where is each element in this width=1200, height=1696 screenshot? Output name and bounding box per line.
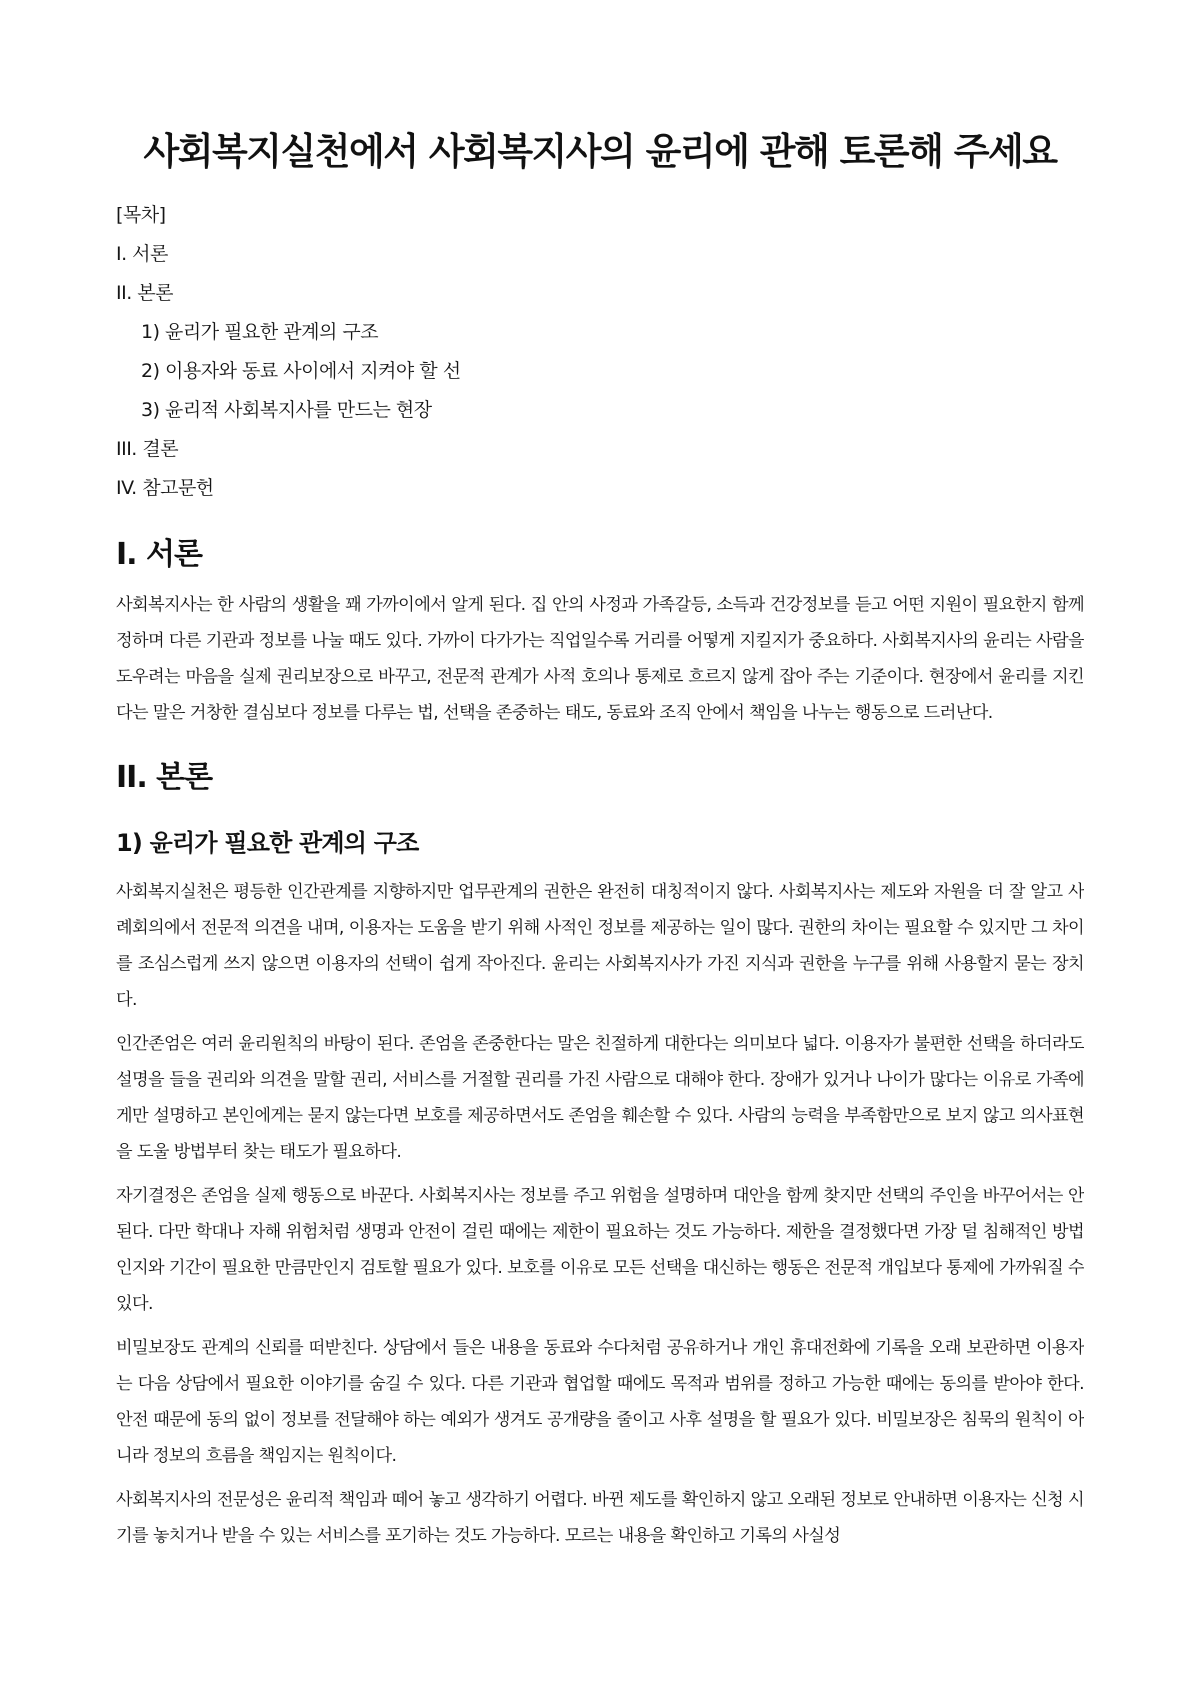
toc-subitem-3: 3) 윤리적 사회복지사를 만드는 현장 (141, 399, 432, 421)
section-heading-introduction: I. 서론 (116, 537, 202, 572)
intro-paragraph: 사회복지사는 한 사람의 생활을 꽤 가까이에서 알게 된다. 집 안의 사정과 가족갈등, 소득과 건강정보를 듣고 어떤 지원이 필요한지 함께 정하며 다른 기관과 정보를 나눌 때도 있다. 가까이 다가가는 직업일수록 거리를 어떻게 지킬지가 중요하다. 사회복지사의 윤리는 사람을 도우려는 마음을 실제 권리보장으로 바꾸고, 전문적 관계가 사적 호의나 통제로 흐르지 않게 잡아 주는 기준이다. 현장에서 윤리를 지킨다는 말은 거창한 결심보다 정보를 다루는 법, 선택을 존중하는 태도, 동료와 조직 안에서 책임을 나누는 행동으로 드러난다. (116, 595, 1084, 723)
toc-item-conclusion: III. 결론 (116, 438, 179, 460)
subsection-heading-1: 1) 윤리가 필요한 관계의 구조 (116, 829, 419, 857)
toc-heading: [목차] (116, 204, 166, 226)
toc-item-main-body: II. 본론 (116, 282, 173, 304)
body-paragraph: 비밀보장도 관계의 신뢰를 떠받친다. 상담에서 들은 내용을 동료와 수다처럼 공유하거나 개인 휴대전화에 기록을 오래 보관하면 이용자는 다음 상담에서 필요한 이야기를 숨길 수 있다. 다른 기관과 협업할 때에도 목적과 범위를 정하고 가능한 때에는 동의를 받아야 한다. 안전 때문에 동의 없이 정보를 전달해야 하는 예외가 생겨도 공개량을 줄이고 사후 설명을 할 필요가 있다. 비밀보장은 침묵의 원칙이 아니라 정보의 흐름을 책임지는 원칙이다. (116, 1338, 1084, 1466)
toc-item-references: IV. 참고문헌 (116, 477, 214, 499)
section-heading-main-body: II. 본론 (116, 760, 213, 795)
toc-subitem-2: 2) 이용자와 동료 사이에서 지켜야 할 선 (141, 360, 461, 382)
toc-subitem-1: 1) 윤리가 필요한 관계의 구조 (141, 321, 379, 343)
body-paragraph: 자기결정은 존엄을 실제 행동으로 바꾼다. 사회복지사는 정보를 주고 위험을 설명하며 대안을 함께 찾지만 선택의 주인을 바꾸어서는 안 된다. 다만 학대나 자해 위험처럼 생명과 안전이 걸린 때에는 제한이 필요하는 것도 가능하다. 제한을 결정했다면 가장 덜 침해적인 방법인지와 기간이 필요한 만큼만인지 검토할 필요가 있다. 보호를 이유로 모든 선택을 대신하는 행동은 전문적 개입보다 통제에 가까워질 수 있다. (116, 1186, 1084, 1314)
document-page (116, 0, 1084, 1696)
toc-item-introduction: I. 서론 (116, 243, 168, 265)
table-of-contents (116, 196, 1084, 508)
body-paragraph: 사회복지실천은 평등한 인간관계를 지향하지만 업무관계의 권한은 완전히 대칭적이지 않다. 사회복지사는 제도와 자원을 더 잘 알고 사례회의에서 전문적 의견을 내며, 이용자는 도움을 받기 위해 사적인 정보를 제공하는 일이 많다. 권한의 차이는 필요할 수 있지만 그 차이를 조심스럽게 쓰지 않으면 이용자의 선택이 쉽게 작아진다. 윤리는 사회복지사가 가진 지식과 권한을 누구를 위해 사용할지 묻는 장치다. (116, 882, 1084, 1010)
body-paragraph: 인간존엄은 여러 윤리원칙의 바탕이 된다. 존엄을 존중한다는 말은 친절하게 대한다는 의미보다 넓다. 이용자가 불편한 선택을 하더라도 설명을 들을 권리와 의견을 말할 권리, 서비스를 거절할 권리를 가진 사람으로 대해야 한다. 장애가 있거나 나이가 많다는 이유로 가족에게만 설명하고 본인에게는 묻지 않는다면 보호를 제공하면서도 존엄을 훼손할 수 있다. 사람의 능력을 부족함만으로 보지 않고 의사표현을 도울 방법부터 찾는 태도가 필요하다. (116, 1034, 1084, 1162)
body-paragraph: 사회복지사의 전문성은 윤리적 책임과 떼어 놓고 생각하기 어렵다. 바뀐 제도를 확인하지 않고 오래된 정보로 안내하면 이용자는 신청 시기를 놓치거나 받을 수 있는 서비스를 포기하는 것도 가능하다. 모르는 내용을 확인하고 기록의 사실성 (116, 1490, 1084, 1546)
document-title: 사회복지실천에서 사회복지사의 윤리에 관해 토론해 주세요 (143, 130, 1057, 173)
